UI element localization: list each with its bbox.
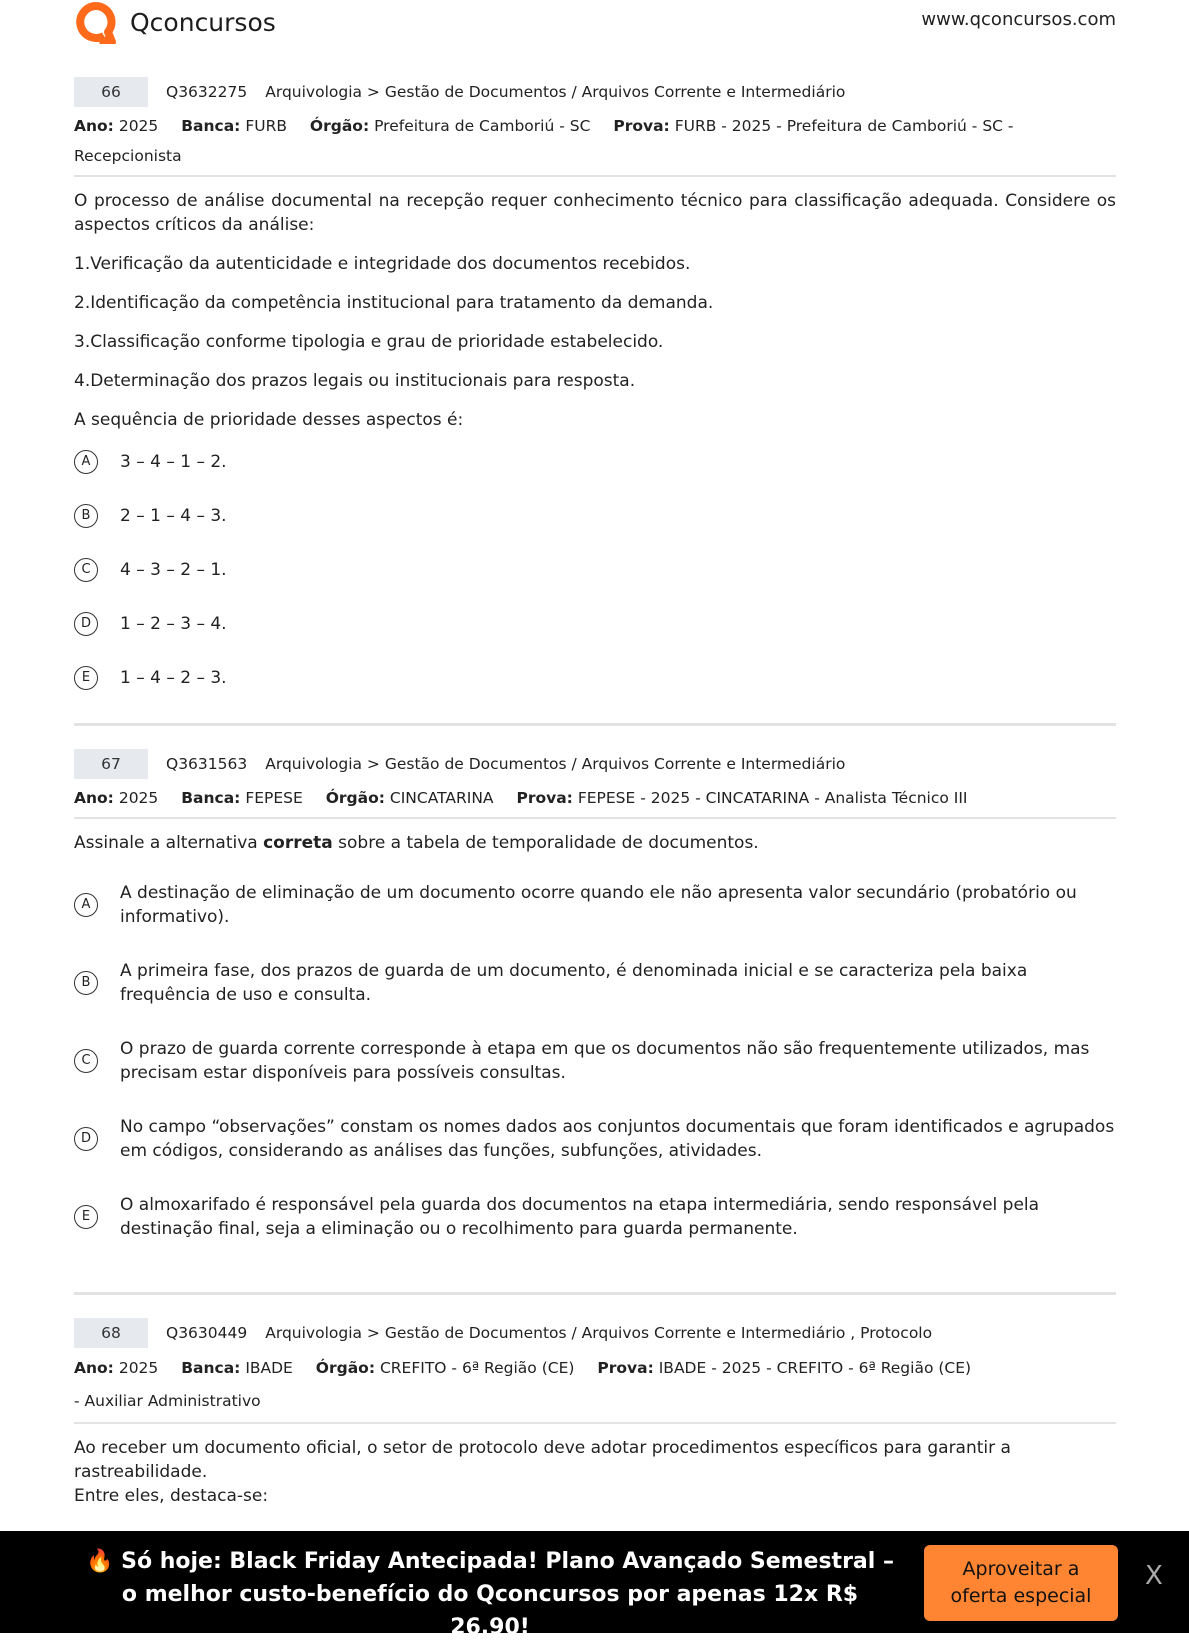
question-subject: Arquivologia > Gestão de Documentos / Arquivos Corrente e Intermediário , Protocolo xyxy=(265,1324,933,1342)
promo-text: 🔥 Só hoje: Black Friday Antecipada! Plano Avançado Semestral – o melhor custo-benefício do Qconcursos por apenas 12x R$ 26,90! xyxy=(86,1549,894,1640)
question-subject: Arquivologia > Gestão de Documentos / Arquivos Corrente e Intermediário xyxy=(265,755,846,773)
page-header xyxy=(74,0,1116,50)
question-id[interactable]: Q3632275 xyxy=(166,83,248,101)
question-id[interactable]: Q3630449 xyxy=(166,1324,248,1342)
option-b[interactable]: B A primeira fase, dos prazos de guarda de um documento, é denominada inicial e se caracteriza pela baixa frequência de uso e consulta. xyxy=(74,959,1116,1007)
question-number: 66 xyxy=(74,77,148,107)
question-id[interactable]: Q3631563 xyxy=(166,755,248,773)
option-b[interactable]: B 2 – 1 – 4 – 3. xyxy=(74,504,1116,528)
question-subject: Arquivologia > Gestão de Documentos / Arquivos Corrente e Intermediário xyxy=(265,83,846,101)
option-letter-circle[interactable]: D xyxy=(74,1127,98,1151)
option-letter-circle[interactable]: E xyxy=(74,1205,98,1229)
question-number: 67 xyxy=(74,749,148,779)
question-text: Assinale a alternativa correta sobre a tabela de temporalidade de documentos. xyxy=(74,833,759,853)
option-letter-circle[interactable]: A xyxy=(74,450,98,474)
question-separator xyxy=(74,1292,1116,1295)
option-letter-circle[interactable]: C xyxy=(74,558,98,582)
question-66 xyxy=(74,77,1116,690)
brand-name: Qconcursos xyxy=(130,8,276,37)
option-letter-circle[interactable]: D xyxy=(74,612,98,636)
question-number: 68 xyxy=(74,1318,148,1348)
option-letter-circle[interactable]: E xyxy=(74,666,98,690)
promo-offer-button[interactable]: Aproveitar a oferta especial xyxy=(924,1545,1118,1621)
question-meta: Ano: 2025 Banca: FEPESE Órgão: CINCATARINA Prova: FEPESE - 2025 - CINCATARINA - Analista Técnico III xyxy=(74,789,968,807)
option-letter-circle[interactable]: A xyxy=(74,893,98,917)
option-d[interactable]: D No campo “observações” constam os nomes dados aos conjuntos documentais que foram identificados e agrupados em códigos, considerando as análises das funções, subfunções, atividades. xyxy=(74,1115,1116,1163)
option-e[interactable]: E O almoxarifado é responsável pela guarda dos documentos na etapa intermediária, sendo responsável pela destinação final, seja a eliminação ou o recolhimento para guarda permanente. xyxy=(74,1193,1116,1241)
promo-banner xyxy=(0,1531,1189,1640)
qconcursos-logo-icon xyxy=(74,2,118,44)
question-meta: Ano: 2025 Banca: IBADE Órgão: CREFITO - 6ª Região (CE) Prova: IBADE - 2025 - CREFITO - 6ª Região (CE) - Auxiliar Administrativo xyxy=(74,1359,972,1410)
option-e[interactable]: E 1 – 4 – 2 – 3. xyxy=(74,666,1116,690)
option-letter-circle[interactable]: C xyxy=(74,1049,98,1073)
option-a[interactable]: A 3 – 4 – 1 – 2. xyxy=(74,450,1116,474)
question-text: O processo de análise documental na recepção requer conhecimento técnico para classificação adequada. Considere os aspectos críticos da análise: 1.Verificação da autenticidade e integridade dos documentos recebidos. 2.Identificação da competência institucional para tratamento da demanda. 3.Classificação conforme tipologia e grau de prioridade estabelecido. 4.Determinação dos prazos legais ou institucionais para resposta. A sequência de prioridade desses aspectos é: xyxy=(74,191,1116,430)
question-68 xyxy=(74,1318,1116,1508)
fire-icon: 🔥 xyxy=(86,1549,114,1574)
question-meta: Ano: 2025 Banca: FURB Órgão: Prefeitura de Camboriú - SC Prova: FURB - 2025 - Prefeitura de Camboriú - SC - Recepcionista xyxy=(74,117,1014,165)
option-a[interactable]: A A destinação de eliminação de um documento ocorre quando ele não apresenta valor secundário (probatório ou informativo). xyxy=(74,881,1116,929)
option-c[interactable]: C 4 – 3 – 2 – 1. xyxy=(74,558,1116,582)
site-url[interactable]: www.qconcursos.com xyxy=(921,9,1116,30)
option-letter-circle[interactable]: B xyxy=(74,504,98,528)
close-icon[interactable]: X xyxy=(1145,1561,1163,1591)
option-c[interactable]: C O prazo de guarda corrente corresponde à etapa em que os documentos não são frequentemente utilizados, mas precisam estar disponíveis para possíveis consultas. xyxy=(74,1037,1116,1085)
option-d[interactable]: D 1 – 2 – 3 – 4. xyxy=(74,612,1116,636)
question-67 xyxy=(74,749,1116,1241)
question-separator xyxy=(74,723,1116,726)
question-text: Ao receber um documento oficial, o setor de protocolo deve adotar procedimentos específicos para garantir a rastreabilidade. Entre eles, destaca-se: xyxy=(74,1438,1011,1506)
option-letter-circle[interactable]: B xyxy=(74,971,98,995)
